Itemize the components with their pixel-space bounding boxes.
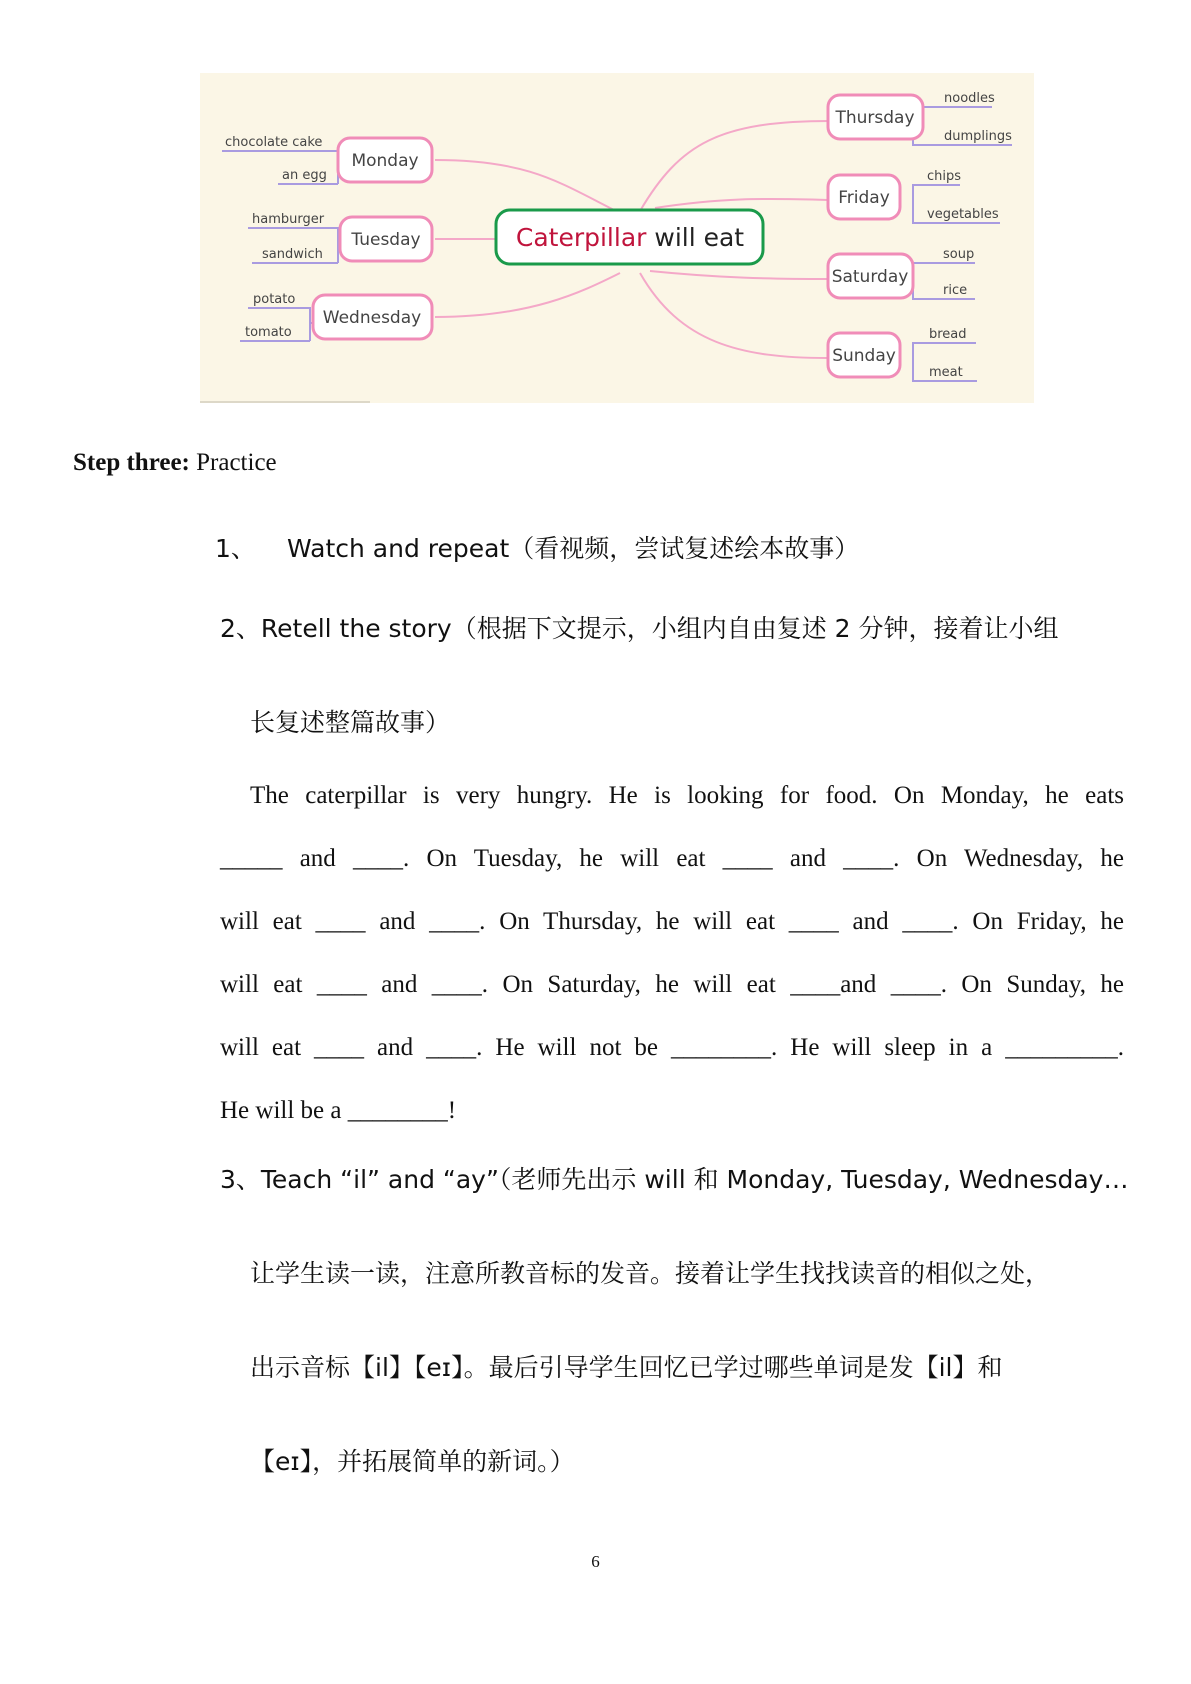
day-label-saturday: Saturday (831, 267, 909, 287)
story-line: _____ and ____. On Tuesday, he will eat ____ and ____. On Wednesday, he (220, 845, 1124, 872)
food-label: an egg (282, 168, 327, 183)
item-3-line-2: 让学生读一读，注意所教音标的发音。接着让学生找找读音的相似之处， (250, 1259, 1051, 1288)
item-2-line-2: 长复述整篇故事） (250, 708, 451, 737)
day-label-thursday: Thursday (835, 108, 915, 128)
center-rest-text: will eat (646, 223, 745, 252)
day-label-tuesday: Tuesday (351, 230, 421, 250)
food-label: sandwich (262, 247, 323, 262)
day-label-sunday: Sunday (832, 346, 896, 366)
food-label: tomato (245, 325, 292, 340)
food-label: meat (929, 365, 963, 380)
item-2-line-1: 2、Retell the story（根据下文提示，小组内自由复述 2 分钟，接着让小组 (220, 614, 1059, 643)
item-3-line-4: 【eɪ】，并拓展简单的新词。） (250, 1447, 575, 1476)
food-label: noodles (944, 91, 995, 106)
item-3-line-3: 出示音标【il】【eɪ】。最后引导学生回忆已学过哪些单词是发【il】和 (250, 1353, 1003, 1382)
day-label-friday: Friday (838, 188, 890, 208)
caterpillar-mind-map (200, 73, 1034, 403)
food-label: bread (929, 327, 967, 342)
step-heading-rest: Practice (189, 449, 277, 476)
item-1-text: Watch and repeat（看视频，尝试复述绘本故事） (287, 534, 860, 563)
food-label: potato (253, 292, 296, 307)
item-1-number: 1、 (215, 534, 256, 563)
food-label: rice (943, 283, 968, 298)
food-label: vegetables (927, 207, 999, 222)
food-label: soup (943, 247, 975, 262)
center-colored-word: Caterpillar (515, 223, 647, 252)
day-label-wednesday: Wednesday (322, 308, 422, 328)
story-line: He will be a ________! (220, 1097, 457, 1124)
story-line: will eat ____ and ____. On Saturday, he will eat ____and ____. On Sunday, he (220, 971, 1124, 998)
food-label: hamburger (252, 212, 325, 227)
center-node-label (516, 223, 744, 252)
story-line: will eat ____ and ____. On Thursday, he will eat ____ and ____. On Friday, he (220, 908, 1124, 935)
day-label-monday: Monday (351, 151, 419, 171)
page-number: 6 (591, 1552, 600, 1571)
step-heading (73, 449, 277, 477)
food-label: dumplings (944, 129, 1012, 144)
food-label: chips (927, 169, 962, 184)
story-line: The caterpillar is very hungry. He is looking for food. On Monday, he eats (250, 782, 1124, 809)
step-heading-bold: Step three: (73, 449, 190, 476)
story-line: will eat ____ and ____. He will not be ________. He will sleep in a _________. (220, 1034, 1124, 1061)
food-label: chocolate cake (225, 135, 323, 150)
item-3-line-1: 3、Teach “il” and “ay”（老师先出示 will 和 Monday, Tuesday, Wednesday… (220, 1165, 1129, 1194)
